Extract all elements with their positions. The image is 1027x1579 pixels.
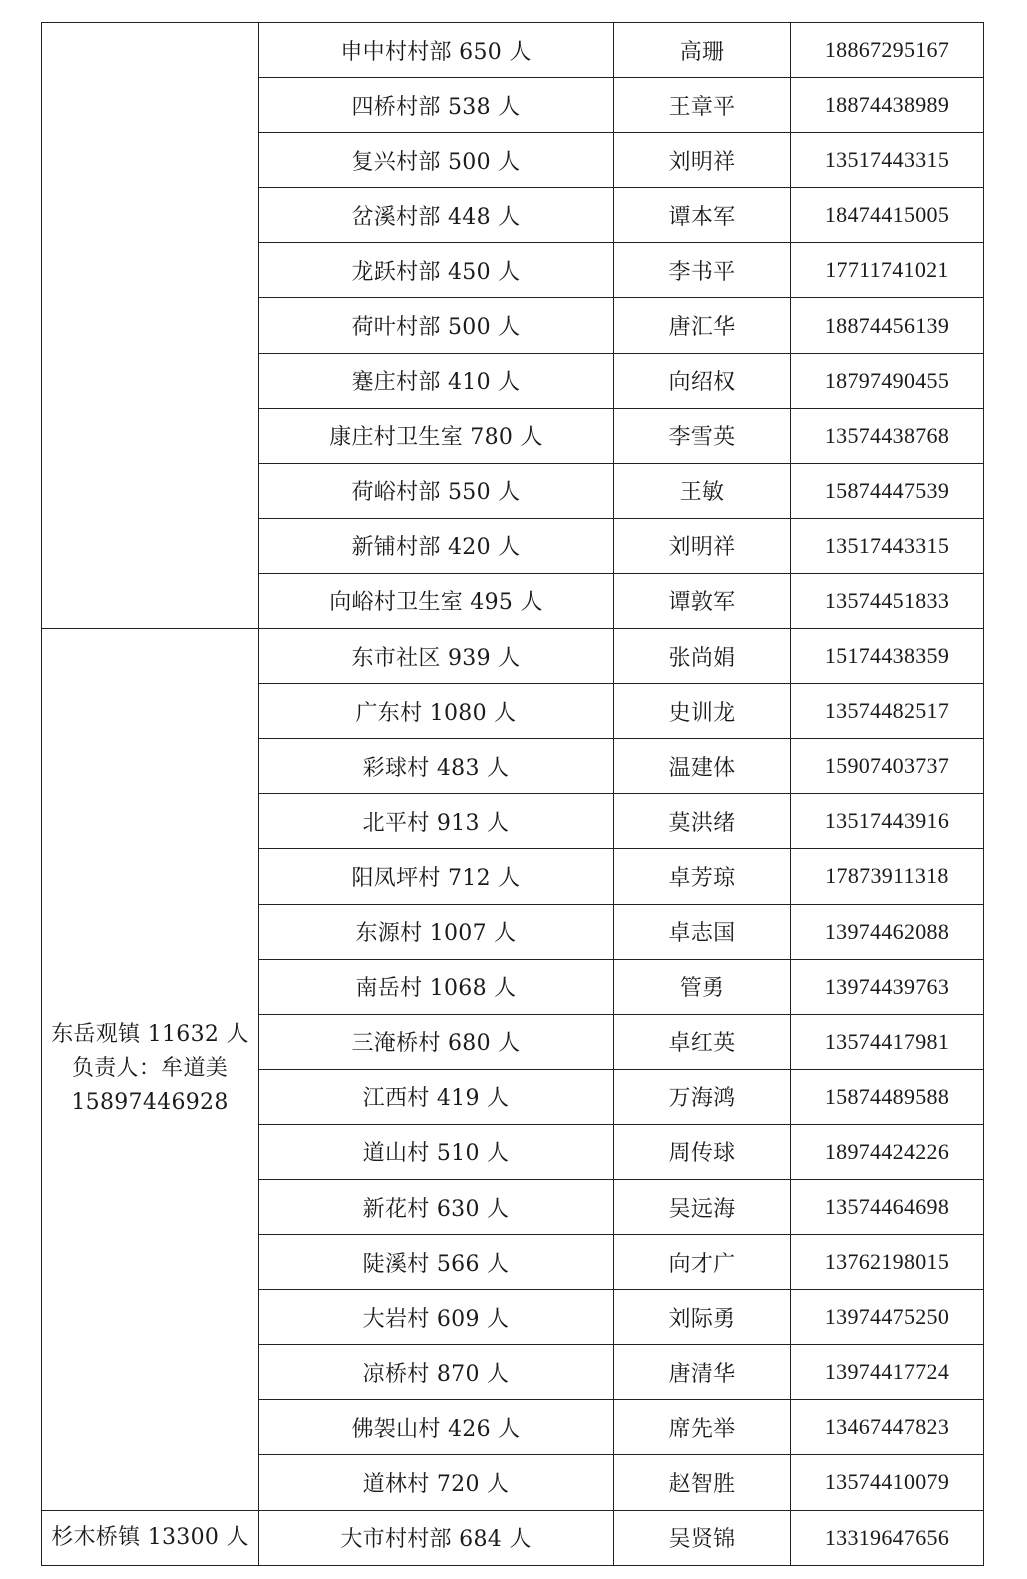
contact-phone-cell: 17873911318	[791, 849, 984, 904]
site-cell: 江西村 419 人	[259, 1069, 614, 1124]
contact-person-cell: 卓芳琼	[614, 849, 791, 904]
contact-person-cell: 席先举	[614, 1400, 791, 1455]
contact-phone-cell: 13574410079	[791, 1455, 984, 1510]
contact-person-cell: 卓志国	[614, 904, 791, 959]
contact-phone-cell: 15907403737	[791, 739, 984, 794]
contact-phone-cell: 13517443315	[791, 518, 984, 573]
contact-phone-cell: 13574417981	[791, 1014, 984, 1069]
site-cell: 龙跃村部 450 人	[259, 243, 614, 298]
contact-phone-cell: 13974439763	[791, 959, 984, 1014]
table-row	[42, 23, 984, 78]
contact-person-cell: 向绍权	[614, 353, 791, 408]
contact-person-cell: 谭敦军	[614, 573, 791, 628]
contact-phone-cell: 18797490455	[791, 353, 984, 408]
town-cell-empty	[42, 23, 259, 629]
table-row	[42, 629, 984, 684]
site-cell: 北平村 913 人	[259, 794, 614, 849]
contact-phone-cell: 13574451833	[791, 573, 984, 628]
contact-phone-cell: 18974424226	[791, 1124, 984, 1179]
town-phone: 15897446928	[71, 1090, 229, 1116]
contact-person-cell: 吴贤锦	[614, 1510, 791, 1565]
contact-person-cell: 周传球	[614, 1124, 791, 1179]
site-cell: 陡溪村 566 人	[259, 1235, 614, 1290]
contact-phone-cell: 13974417724	[791, 1345, 984, 1400]
contact-person-cell: 刘明祥	[614, 518, 791, 573]
contact-phone-cell: 17711741021	[791, 243, 984, 298]
site-cell: 大市村村部 684 人	[259, 1510, 614, 1565]
contact-phone-cell: 13974475250	[791, 1290, 984, 1345]
site-cell: 四桥村部 538 人	[259, 78, 614, 133]
contact-person-cell: 赵智胜	[614, 1455, 791, 1510]
site-cell: 南岳村 1068 人	[259, 959, 614, 1014]
contact-person-cell: 唐清华	[614, 1345, 791, 1400]
site-cell: 阳凤坪村 712 人	[259, 849, 614, 904]
site-cell: 新铺村部 420 人	[259, 518, 614, 573]
site-cell: 道林村 720 人	[259, 1455, 614, 1510]
contact-phone-cell: 15174438359	[791, 629, 984, 684]
contact-phone-cell: 15874489588	[791, 1069, 984, 1124]
site-cell: 三淹桥村 680 人	[259, 1014, 614, 1069]
contact-phone-cell: 13762198015	[791, 1235, 984, 1290]
site-cell: 复兴村部 500 人	[259, 133, 614, 188]
contact-phone-cell: 13574482517	[791, 684, 984, 739]
town-name: 杉木桥镇 13300 人	[51, 1524, 249, 1550]
contact-person-cell: 史训龙	[614, 684, 791, 739]
table-row	[42, 1510, 984, 1565]
contact-person-cell: 李书平	[614, 243, 791, 298]
site-cell: 彩球村 483 人	[259, 739, 614, 794]
site-cell: 康庄村卫生室 780 人	[259, 408, 614, 463]
contact-person-cell: 刘际勇	[614, 1290, 791, 1345]
contact-person-cell: 莫洪绪	[614, 794, 791, 849]
contact-person-cell: 李雪英	[614, 408, 791, 463]
site-cell: 凉桥村 870 人	[259, 1345, 614, 1400]
site-cell: 东市社区 939 人	[259, 629, 614, 684]
site-cell: 向峪村卫生室 495 人	[259, 573, 614, 628]
contact-person-cell: 唐汇华	[614, 298, 791, 353]
contact-person-cell: 万海鸿	[614, 1069, 791, 1124]
contact-phone-cell: 18874438989	[791, 78, 984, 133]
contact-person-cell: 王敏	[614, 463, 791, 518]
vaccination-site-table	[41, 22, 984, 1566]
site-cell: 东源村 1007 人	[259, 904, 614, 959]
contact-phone-cell: 15874447539	[791, 463, 984, 518]
contact-person-cell: 卓红英	[614, 1014, 791, 1069]
contact-person-cell: 刘明祥	[614, 133, 791, 188]
contact-phone-cell: 13319647656	[791, 1510, 984, 1565]
contact-person-cell: 吴远海	[614, 1179, 791, 1234]
town-cell	[42, 1510, 259, 1565]
contact-person-cell: 张尚娟	[614, 629, 791, 684]
contact-phone-cell: 13467447823	[791, 1400, 984, 1455]
site-cell: 蹇庄村部 410 人	[259, 353, 614, 408]
site-cell: 岔溪村部 448 人	[259, 188, 614, 243]
contact-phone-cell: 18474415005	[791, 188, 984, 243]
contact-person-cell: 王章平	[614, 78, 791, 133]
contact-phone-cell: 18867295167	[791, 23, 984, 78]
contact-phone-cell: 13974462088	[791, 904, 984, 959]
contact-phone-cell: 13574438768	[791, 408, 984, 463]
site-cell: 荷峪村部 550 人	[259, 463, 614, 518]
contact-person-cell: 向才广	[614, 1235, 791, 1290]
contact-person-cell: 管勇	[614, 959, 791, 1014]
site-cell: 荷叶村部 500 人	[259, 298, 614, 353]
site-cell: 新花村 630 人	[259, 1179, 614, 1234]
contact-phone-cell: 13574464698	[791, 1179, 984, 1234]
site-cell: 佛袈山村 426 人	[259, 1400, 614, 1455]
site-cell: 广东村 1080 人	[259, 684, 614, 739]
contact-phone-cell: 13517443315	[791, 133, 984, 188]
site-cell: 申中村村部 650 人	[259, 23, 614, 78]
contact-person-cell: 温建体	[614, 739, 791, 794]
site-cell: 大岩村 609 人	[259, 1290, 614, 1345]
table-body	[42, 23, 984, 1566]
town-name: 东岳观镇 11632 人	[51, 1022, 249, 1048]
contact-person-cell: 高珊	[614, 23, 791, 78]
contact-phone-cell: 13517443916	[791, 794, 984, 849]
town-cell	[42, 629, 259, 1511]
town-leader: 负责人：牟道美	[71, 1056, 229, 1082]
contact-phone-cell: 18874456139	[791, 298, 984, 353]
site-cell: 道山村 510 人	[259, 1124, 614, 1179]
contact-person-cell: 谭本军	[614, 188, 791, 243]
